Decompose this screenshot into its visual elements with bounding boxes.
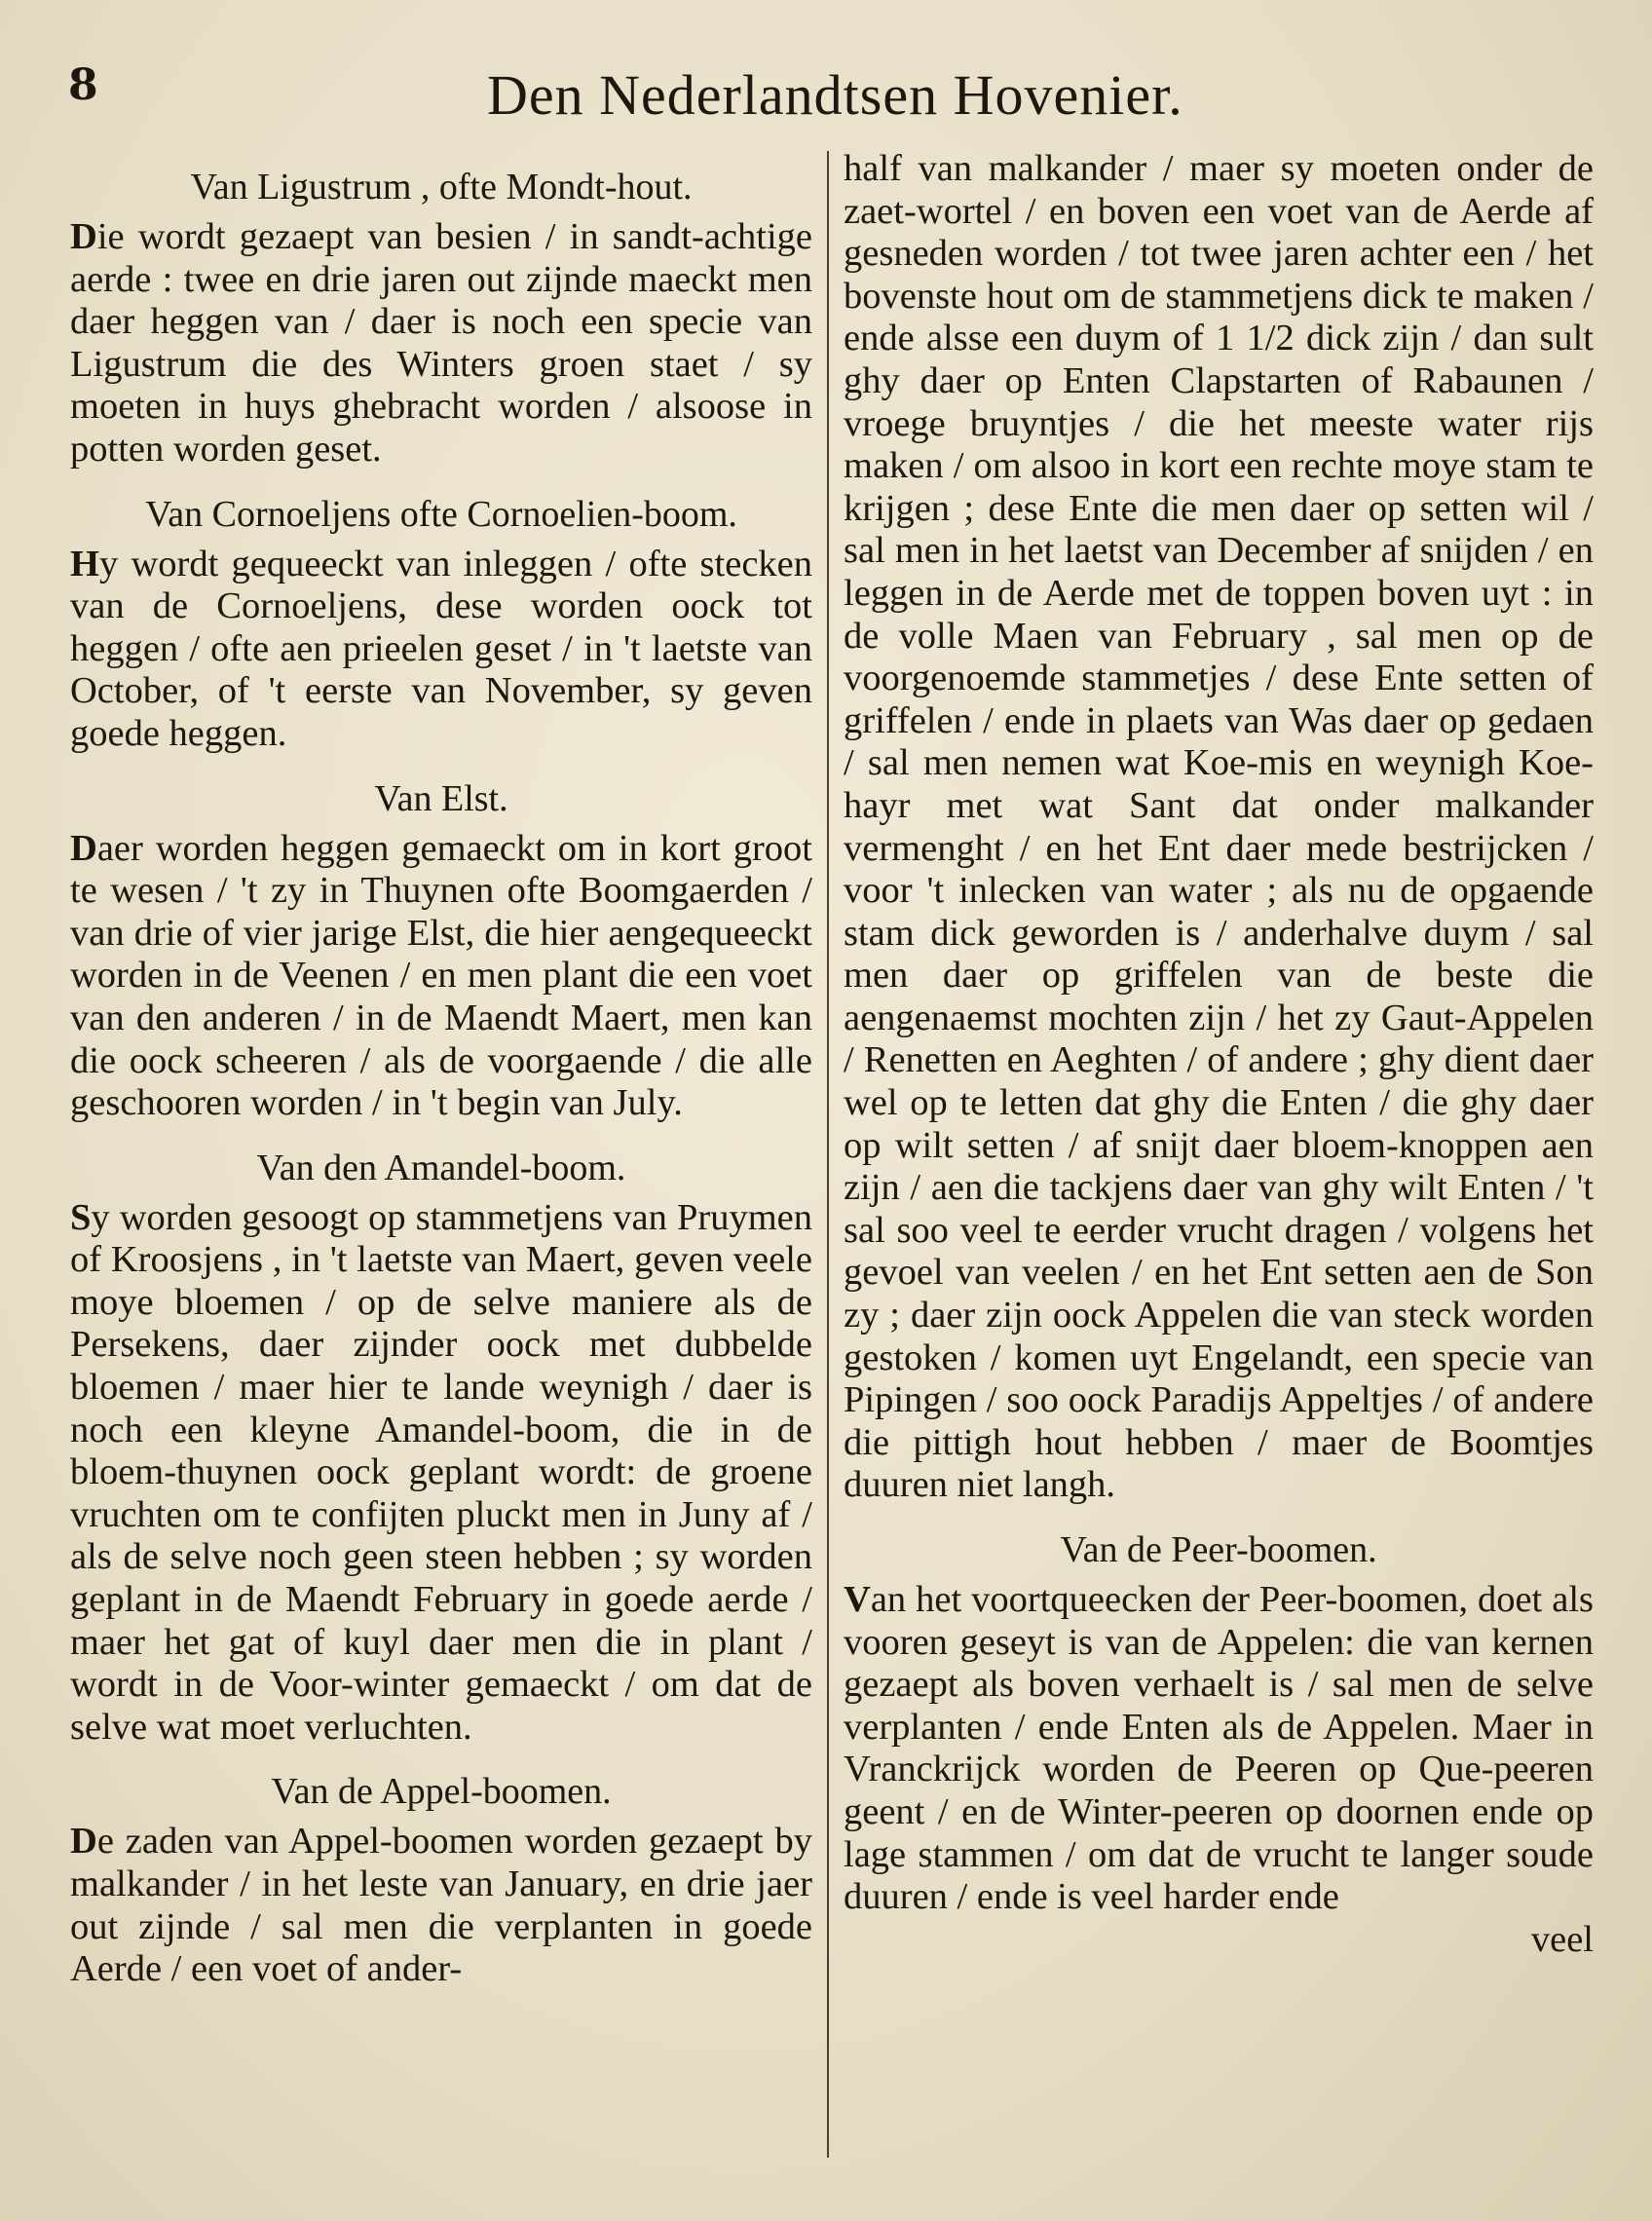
section-text: half van malkander / maer sy moeten onder de zaet-wortel / en boven een voet van de Aerde af gesneden worden / tot twee jaren achter een / het bovenste hout om de stammetjens dick te maken / ende alsse een duym of 1 1/2 dick zijn / dan sult ghy daer op Enten Clapstarten of Rabaunen / vroege bruyntjes / die het meeste water rijs maken / om alsoo in kort een rechte moye stam te krijgen ; dese Ente die men daer op setten wil / sal men in het laetst van December af snijden / en leggen in de Aerde met de toppen boven uyt : in de volle Maen van February , sal men op de voorgenoemde stammetjes / dese Ente setten of griffelen / ende in plaets van Was daer op gedaen / sal men nemen wat Koe-mis en weynigh Koe-hayr met wat Sant dat onder malkander vermenght / en het Ent daer mede bestrijcken / voor 't inlecken van water ; als nu de opgaende stam dick geworden is / anderhalve duym / sal men daer op griffelen van de beste die aengenaemst mochten zijn / het zy Gaut-Appelen / Renetten en Aeghten / of andere ; ghy dient daer wel op te letten dat ghy die Enten / die ghy daer op wilt setten / af snijt daer bloem-knoppen aen zijn / aen die tackjens daer van ghy wilt Enten / 't sal soo veel te eerder vrucht dragen / volgens het gevoel van veelen / en het Ent setten aen de Son zy ; daer zijn oock Appelen die van steck worden gestoken / komen uyt Engelandt, een specie van Pipingen / soo oock Paradijs Appeltjes / of andere die pittigh hout hebben / maer de Boomtjes duuren niet langh. (844, 148, 1594, 1506)
section-heading: Van Cornoeljens ofte Cornoelien-boom. (145, 493, 737, 535)
page-number: 8 (68, 60, 98, 110)
section-elst (70, 756, 812, 1125)
section-text: Die wordt gezaept van besien / in sandt-achtige aerde : twee en drie jaren out zijnde maeckt men daer heggen van / daer is noch een specie van Ligustrum die des Winters groen staet / sy moeten in huys ghebracht worden / alsoose in potten worden geset. (70, 216, 812, 470)
section-heading: Van Elst. (374, 777, 508, 819)
section-heading: Van den Amandel-boom. (256, 1147, 626, 1188)
page-header (68, 60, 1588, 138)
section-cornoeljens (70, 471, 812, 756)
section-heading: Van Ligustrum , ofte Mondt-hout. (190, 167, 693, 207)
section-heading: Van de Peer-boomen. (1060, 1529, 1377, 1570)
section-appel-boomen (70, 1749, 812, 1990)
section-text: De zaden van Appel-boomen worden gezaept by malkander / in het leste van January, en drie jaer out zijnde / sal men die verplanten in goede Aerde / een voet of ander- (70, 1821, 812, 1990)
section-amandel-boom (70, 1125, 812, 1750)
section-heading: Van de Appel-boomen. (271, 1771, 612, 1813)
column-divider (827, 151, 829, 2158)
left-column (70, 146, 812, 1991)
section-appel-boomen-continued (844, 148, 1594, 1507)
running-title: Den Nederlandtsen Hovenier. (487, 63, 1183, 127)
section-peer-boomen (844, 1507, 1594, 1919)
section-text: Van het voortqueecken der Peer-boomen, doet als vooren geseyt is van de Appelen: die van kernen gezaept als boven verhaelt is / sal men de selve verplanten / ende Enten als de Appelen. Maer in Vranckrijck worden de Peeren op Que-peeren geent / en de Winter-peeren op doornen ende op lage stammen / om dat de vrucht te langer soude duuren / ende is veel harder ende (844, 1579, 1594, 1918)
section-ligustrum (70, 146, 812, 471)
section-text: Hy wordt gequeeckt van inleggen / ofte stecken van de Cornoeljens, dese worden oock tot heggen / ofte aen prieelen geset / in 't laetste van October, of 't eerste van November, sy geven goede heggen. (70, 543, 812, 754)
section-text: Daer worden heggen gemaeckt om in kort groot te wesen / 't zy in Thuynen ofte Boomgaerden / van drie of vier jarige Elst, die hier aengequeeckt worden in de Veenen / en men plant die een voet van den anderen / in de Maendt Maert, men kan die oock scheeren / als de voorgaende / die alle geschooren worden / in 't begin van July. (70, 827, 812, 1124)
right-column (844, 148, 1594, 1961)
section-text: Sy worden gesoogt op stammetjens van Pruymen of Kroosjens , in 't laetste van Maert, geven veele moye bloemen / op de selve maniere als de Persekens, daer zijnder oock met dubbelde bloemen / maer hier te lande weynigh / daer is noch een kleyne Amandel-boom, die in de bloem-thuynen oock geplant wordt: de groene vruchten om te confijten pluckt men in Juny af / als de selve noch geen steen hebben ; sy worden geplant in de Maendt February in goede aerde / maer het gat of kuyl daer men die in plant / wordt in de Voor-winter gemaeckt / om dat de selve wat moet verluchten. (70, 1196, 812, 1748)
catchword: veel (1530, 1918, 1594, 1960)
